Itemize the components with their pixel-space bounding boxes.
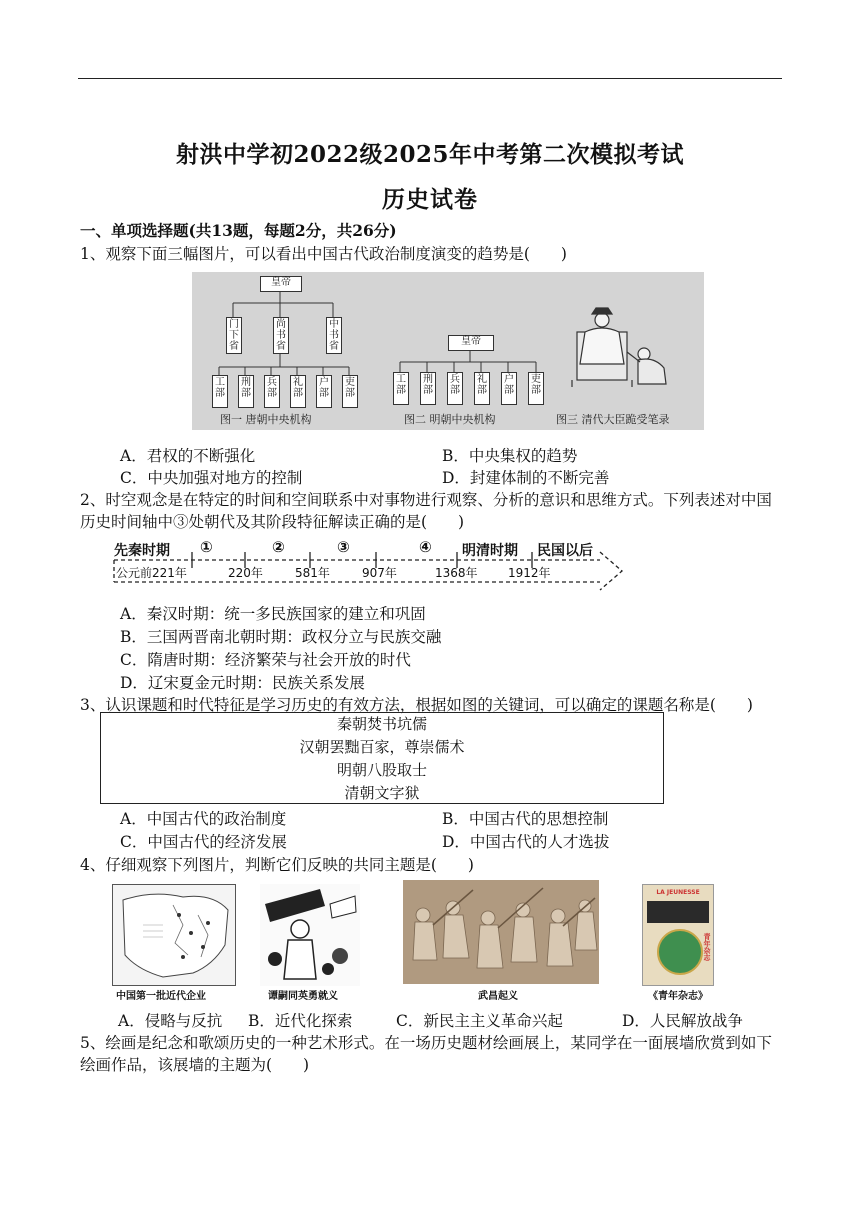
- timeline-year: 1912年: [508, 566, 551, 580]
- timeline-year: 907年: [362, 566, 397, 580]
- q4-option-c[interactable]: C．新民主主义革命兴起: [396, 1012, 563, 1030]
- q1-option-a[interactable]: A．君权的不断强化: [120, 447, 256, 465]
- magazine-cn-title: 青年杂志: [703, 933, 711, 961]
- tang-zhongshu-box: 中书省: [326, 317, 342, 354]
- exam-title: 射洪中学初2022级2025年中考第二次模拟考试: [175, 141, 685, 168]
- timeline-marker: ①: [200, 538, 213, 556]
- tang-shangshu-box: 尚书省: [273, 317, 289, 354]
- tang-ministry-box: 兵部: [264, 375, 280, 408]
- exam-subtitle: 历史试卷: [382, 186, 478, 213]
- tan-sitong-image: [260, 884, 360, 986]
- q2-stem: 2、时空观念是在特定的时间和空间联系中对事物进行观察、分析的意识和思维方式。下列表述对中国历史时间轴中③处朝代及其阶段特征解读正确的是( ): [80, 491, 772, 531]
- q2-option-a[interactable]: A．秦汉时期：统一多民族国家的建立和巩固: [120, 605, 426, 623]
- tang-ministry-box: 工部: [212, 375, 228, 408]
- q1-option-c[interactable]: C．中央加强对地方的控制: [120, 469, 303, 487]
- tang-ministry-box: 吏部: [342, 375, 358, 408]
- q3-option-b[interactable]: B．中国古代的思想控制: [442, 810, 609, 828]
- tang-ministry-box: 户部: [316, 375, 332, 408]
- q3-option-c[interactable]: C．中国古代的经济发展: [120, 833, 287, 851]
- timeline-year: 581年: [295, 566, 330, 580]
- q4-option-a[interactable]: A．侵略与反抗: [118, 1012, 223, 1030]
- timeline-label: 民国以后: [537, 543, 593, 559]
- wuchang-relief-image: [403, 880, 599, 984]
- ming-ministry-box: 户部: [501, 372, 517, 405]
- timeline-marker: ②: [272, 538, 285, 556]
- timeline-year: 220年: [228, 566, 263, 580]
- q3-stem: 3、认识课题和时代特征是学习历史的有效方法，根据如图的关键词，可以确定的课题名称是( ): [80, 696, 753, 714]
- ming-emperor-box: 皇帝: [448, 335, 494, 351]
- qing-minister-illustration: [572, 308, 666, 387]
- tang-menxia-box: 门下省: [226, 317, 242, 354]
- keyword-line: 明朝八股取士: [336, 761, 427, 779]
- ming-ministry-box: 工部: [393, 372, 409, 405]
- timeline-year: 公元前221年: [116, 566, 187, 580]
- magazine-latin-title: LA JEUNESSE: [656, 889, 700, 896]
- q4-option-b[interactable]: B．近代化探索: [248, 1012, 353, 1030]
- q1-figure: [192, 272, 704, 430]
- q4-caption: 武昌起义: [478, 991, 518, 1002]
- timeline-year: 1368年: [435, 566, 478, 580]
- q1-option-b[interactable]: B．中央集权的趋势: [442, 447, 578, 465]
- fig2-caption: 图二 明朝中央机构: [404, 413, 496, 426]
- magazine-banner: [647, 901, 709, 923]
- q2-timeline: [112, 538, 624, 594]
- wuchang-relief-illustration: [403, 880, 599, 984]
- q3-option-a[interactable]: A．中国古代的政治制度: [120, 810, 287, 828]
- q4-stem: 4、仔细观察下列图片，判断它们反映的共同主题是( ): [80, 856, 474, 874]
- q4-caption: 中国第一批近代企业: [116, 991, 206, 1002]
- ming-ministry-box: 兵部: [447, 372, 463, 405]
- ming-ministry-box: 刑部: [420, 372, 436, 405]
- header-rule: [78, 78, 782, 79]
- q5-stem: 5、绘画是纪念和歌颂历史的一种艺术形式。在一场历史题材绘画展上，某同学在一面展墙欣赏到如下绘画作品，该展墙的主题为( ): [80, 1034, 772, 1074]
- section-heading: 一、单项选择题(共13题，每题2分，共26分): [80, 221, 397, 240]
- q4-option-d[interactable]: D．人民解放战争: [622, 1012, 743, 1030]
- timeline-label: 明清时期: [462, 543, 518, 559]
- ming-ministry-box: 吏部: [528, 372, 544, 405]
- keyword-line: 汉朝罢黜百家，尊崇儒术: [299, 738, 465, 756]
- fig1-caption: 图一 唐朝中央机构: [220, 413, 312, 426]
- q2-option-c[interactable]: C．隋唐时期：经济繁荣与社会开放的时代: [120, 651, 411, 669]
- q4-caption: 《青年杂志》: [648, 991, 708, 1002]
- q1-stem: 1、观察下面三幅图片，可以看出中国古代政治制度演变的趋势是( ): [80, 245, 567, 263]
- tang-ministry-box: 刑部: [238, 375, 254, 408]
- timeline-marker: ④: [419, 538, 432, 556]
- q2-option-d[interactable]: D．辽宋夏金元时期：民族关系发展: [120, 674, 365, 692]
- timeline-label: 先秦时期: [114, 543, 170, 559]
- q2-option-b[interactable]: B．三国两晋南北朝时期：政权分立与民族交融: [120, 628, 442, 646]
- fig3-caption: 图三 清代大臣跪受笔录: [556, 413, 670, 426]
- tan-sitong-illustration: [260, 884, 360, 986]
- q3-option-d[interactable]: D．中国古代的人才选拔: [442, 833, 610, 851]
- q4-caption: 谭嗣同英勇就义: [268, 991, 338, 1002]
- q1-option-d[interactable]: D．封建体制的不断完善: [442, 469, 610, 487]
- timeline-marker: ③: [337, 538, 350, 556]
- tang-emperor-box: 皇帝: [260, 276, 302, 292]
- tang-ministry-box: 礼部: [290, 375, 306, 408]
- ming-ministry-box: 礼部: [474, 372, 490, 405]
- keyword-line: 秦朝焚书坑儒: [336, 715, 427, 733]
- q3-keyword-box: [100, 712, 664, 804]
- map-illustration: [113, 885, 235, 985]
- keyword-line: 清朝文字狱: [344, 784, 420, 802]
- map-image: [112, 884, 236, 986]
- youth-magazine-image: [642, 884, 714, 986]
